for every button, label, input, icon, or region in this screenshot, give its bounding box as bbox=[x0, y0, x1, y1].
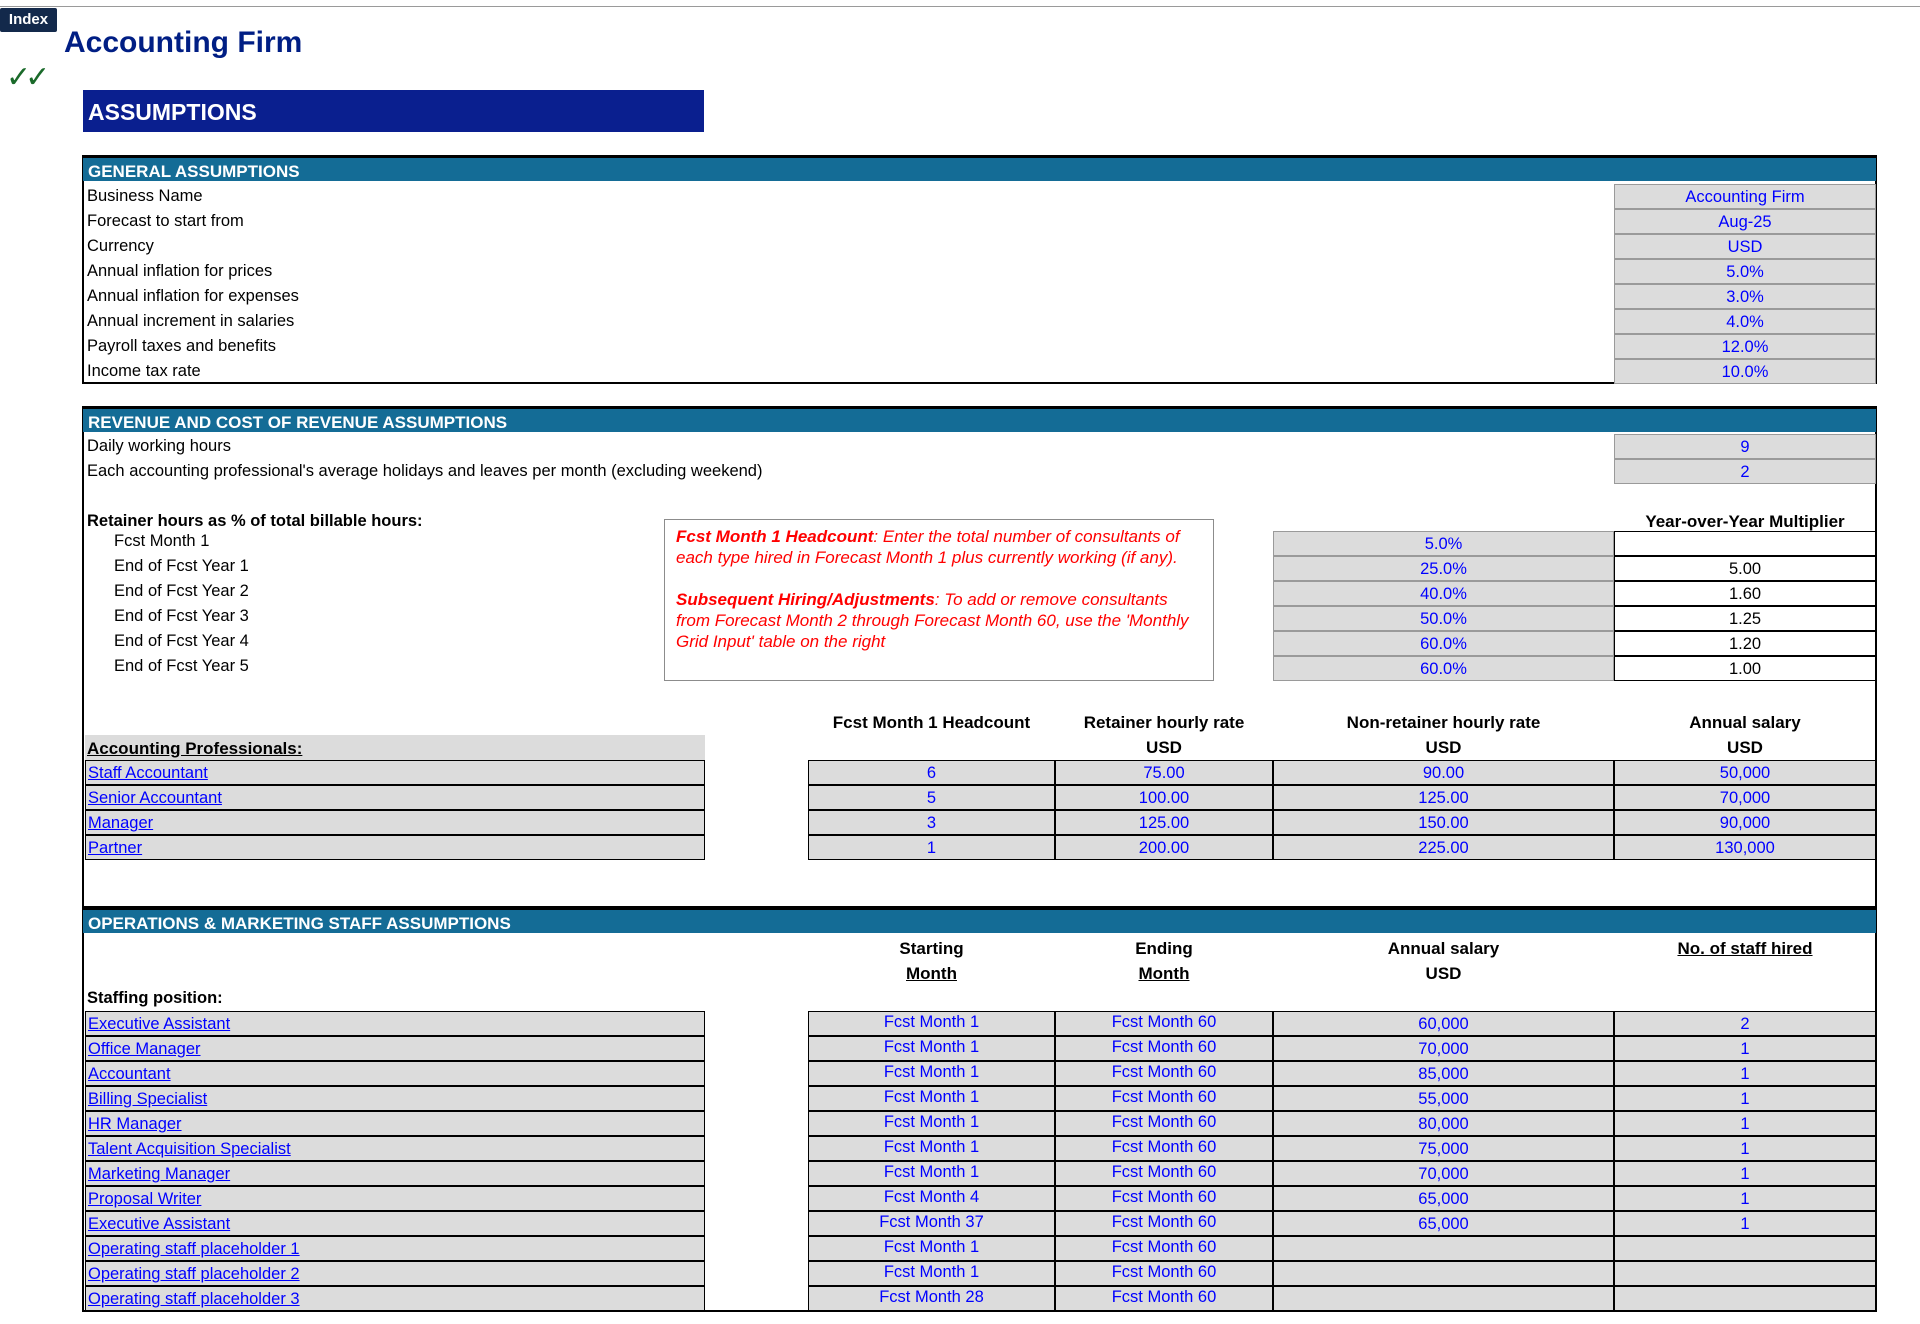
staff-salary-input[interactable] bbox=[1273, 1286, 1614, 1311]
retainer-pct-input[interactable]: 25.0% bbox=[1273, 556, 1614, 581]
staff-hired-input[interactable] bbox=[1614, 1286, 1876, 1311]
general-row-input[interactable]: Accounting Firm bbox=[1614, 184, 1876, 209]
retainer-pct-input[interactable]: 60.0% bbox=[1273, 631, 1614, 656]
general-row-input[interactable]: 3.0% bbox=[1614, 284, 1876, 309]
staff-position-name[interactable]: Executive Assistant bbox=[85, 1211, 705, 1236]
staff-position-name[interactable]: Accountant bbox=[85, 1061, 705, 1086]
general-row-input[interactable]: 5.0% bbox=[1614, 259, 1876, 284]
staff-position-name[interactable]: Talent Acquisition Specialist bbox=[85, 1136, 705, 1161]
general-row-label: Forecast to start from bbox=[87, 212, 244, 230]
nonretainer-rate-input[interactable]: 90.00 bbox=[1273, 760, 1614, 785]
ending-month-select[interactable]: Fcst Month 60 bbox=[1055, 1061, 1273, 1086]
staff-salary-input[interactable]: 65,000 bbox=[1273, 1211, 1614, 1236]
note-headcount-text: : Enter the total number of consultants of each type hired in Forecast Month 1 plus currently working (if any). bbox=[676, 527, 1180, 567]
operations-header: OPERATIONS & MARKETING STAFF ASSUMPTIONS bbox=[83, 908, 1876, 933]
general-row-label: Currency bbox=[87, 237, 154, 255]
yoy-multiplier: 1.20 bbox=[1614, 631, 1876, 656]
headcount-input[interactable]: 6 bbox=[808, 760, 1055, 785]
daily-hours-input[interactable]: 9 bbox=[1614, 434, 1876, 459]
prof-salary-header: Annual salary bbox=[1689, 713, 1801, 732]
retainer-rate-input[interactable]: 200.00 bbox=[1055, 835, 1273, 860]
general-assumptions-header: GENERAL ASSUMPTIONS bbox=[83, 156, 1876, 181]
index-button[interactable]: Index bbox=[0, 8, 57, 32]
general-row-input[interactable]: 10.0% bbox=[1614, 359, 1876, 384]
staff-salary-input[interactable]: 85,000 bbox=[1273, 1061, 1614, 1086]
staff-salary-input[interactable]: 70,000 bbox=[1273, 1161, 1614, 1186]
prof-salary-input[interactable]: 130,000 bbox=[1614, 835, 1876, 860]
general-row-input[interactable]: USD bbox=[1614, 234, 1876, 259]
staff-hired-input[interactable]: 1 bbox=[1614, 1136, 1876, 1161]
headcount-instruction-note bbox=[664, 519, 1214, 681]
retainer-period-label: End of Fcst Year 1 bbox=[114, 557, 249, 575]
staff-salary-input[interactable] bbox=[1273, 1261, 1614, 1286]
ending-month-select[interactable]: Fcst Month 60 bbox=[1055, 1236, 1273, 1261]
starting-month-header: Starting bbox=[899, 939, 964, 958]
ending-month-select[interactable]: Fcst Month 60 bbox=[1055, 1286, 1273, 1311]
retainer-rate-unit: USD bbox=[1146, 738, 1182, 757]
professional-name[interactable]: Senior Accountant bbox=[85, 785, 705, 810]
prof-salary-unit: USD bbox=[1727, 738, 1763, 757]
retainer-period-label: End of Fcst Year 5 bbox=[114, 657, 249, 675]
retainer-pct-input[interactable]: 5.0% bbox=[1273, 531, 1614, 556]
assumptions-banner: ASSUMPTIONS bbox=[83, 90, 704, 132]
staff-hired-input[interactable] bbox=[1614, 1236, 1876, 1261]
note-hiring-title: Subsequent Hiring/Adjustments bbox=[676, 590, 935, 609]
nonretainer-rate-input[interactable]: 150.00 bbox=[1273, 810, 1614, 835]
ending-month-select[interactable]: Fcst Month 60 bbox=[1055, 1011, 1273, 1036]
ending-month-select[interactable]: Fcst Month 60 bbox=[1055, 1211, 1273, 1236]
general-row-label: Annual inflation for expenses bbox=[87, 287, 299, 305]
retainer-pct-input[interactable]: 40.0% bbox=[1273, 581, 1614, 606]
starting-month-select[interactable]: Fcst Month 1 bbox=[808, 1236, 1055, 1261]
yoy-multiplier: 1.25 bbox=[1614, 606, 1876, 631]
nonretainer-rate-input[interactable]: 225.00 bbox=[1273, 835, 1614, 860]
professional-name[interactable]: Manager bbox=[85, 810, 705, 835]
ending-month-select[interactable]: Fcst Month 60 bbox=[1055, 1161, 1273, 1186]
staff-hired-input[interactable]: 1 bbox=[1614, 1211, 1876, 1236]
staff-salary-input[interactable]: 80,000 bbox=[1273, 1111, 1614, 1136]
retainer-rate-input[interactable]: 125.00 bbox=[1055, 810, 1273, 835]
staff-position-name[interactable]: Proposal Writer bbox=[85, 1186, 705, 1211]
check-icon: ✓✓ bbox=[6, 61, 45, 94]
yoy-multiplier: 5.00 bbox=[1614, 556, 1876, 581]
column-header-strip bbox=[0, 0, 1920, 7]
ending-month-select[interactable]: Fcst Month 60 bbox=[1055, 1111, 1273, 1136]
ops-salary-unit: USD bbox=[1425, 964, 1462, 983]
staff-hired-input[interactable]: 1 bbox=[1614, 1161, 1876, 1186]
staff-hired-input[interactable]: 1 bbox=[1614, 1061, 1876, 1086]
starting-month-select[interactable]: Fcst Month 37 bbox=[808, 1211, 1055, 1236]
starting-month-select[interactable]: Fcst Month 1 bbox=[808, 1011, 1055, 1036]
prof-salary-input[interactable]: 50,000 bbox=[1614, 760, 1876, 785]
ending-month-header: Ending bbox=[1135, 939, 1193, 958]
starting-month-header-2: Month bbox=[906, 964, 957, 983]
general-row-label: Payroll taxes and benefits bbox=[87, 337, 276, 355]
staff-position-name[interactable]: Office Manager bbox=[85, 1036, 705, 1061]
starting-month-select[interactable]: Fcst Month 1 bbox=[808, 1136, 1055, 1161]
retainer-rate-input[interactable]: 100.00 bbox=[1055, 785, 1273, 810]
ending-month-select[interactable]: Fcst Month 60 bbox=[1055, 1186, 1273, 1211]
note-headcount-title: Fcst Month 1 Headcount bbox=[676, 527, 874, 546]
general-assumptions-box bbox=[82, 155, 1877, 384]
general-row-label: Annual increment in salaries bbox=[87, 312, 295, 330]
starting-month-select[interactable]: Fcst Month 1 bbox=[808, 1161, 1055, 1186]
general-row-input[interactable]: 4.0% bbox=[1614, 309, 1876, 334]
yoy-header: Year-over-Year Multiplier bbox=[1645, 512, 1845, 531]
starting-month-select[interactable]: Fcst Month 28 bbox=[808, 1286, 1055, 1311]
staff-salary-input[interactable]: 65,000 bbox=[1273, 1186, 1614, 1211]
holidays-input[interactable]: 2 bbox=[1614, 459, 1876, 484]
headcount-input[interactable]: 1 bbox=[808, 835, 1055, 860]
staff-hired-input[interactable]: 1 bbox=[1614, 1036, 1876, 1061]
revenue-assumptions-header: REVENUE AND COST OF REVENUE ASSUMPTIONS bbox=[83, 407, 1876, 432]
staff-salary-input[interactable]: 75,000 bbox=[1273, 1136, 1614, 1161]
headcount-input[interactable]: 5 bbox=[808, 785, 1055, 810]
retainer-rate-header: Retainer hourly rate bbox=[1083, 713, 1245, 732]
ops-salary-header: Annual salary bbox=[1387, 939, 1500, 958]
ending-month-select[interactable]: Fcst Month 60 bbox=[1055, 1136, 1273, 1161]
starting-month-select[interactable]: Fcst Month 4 bbox=[808, 1186, 1055, 1211]
daily-hours-label: Daily working hours bbox=[87, 437, 231, 455]
general-row-label: Income tax rate bbox=[87, 362, 201, 380]
retainer-label: Retainer hours as % of total billable hours: bbox=[87, 512, 423, 530]
staff-hired-input[interactable]: 1 bbox=[1614, 1186, 1876, 1211]
staff-position-name[interactable]: Operating staff placeholder 3 bbox=[85, 1286, 705, 1311]
staff-hired-input[interactable]: 1 bbox=[1614, 1111, 1876, 1136]
staff-hired-input[interactable]: 1 bbox=[1614, 1086, 1876, 1111]
staff-hired-input[interactable] bbox=[1614, 1261, 1876, 1286]
staff-salary-input[interactable]: 60,000 bbox=[1273, 1011, 1614, 1036]
note-hiring-text: : To add or remove consultants from Forecast Month 2 through Forecast Month 60, use the 'Monthly Grid Input' table on the right bbox=[676, 590, 1189, 651]
nonretainer-rate-input[interactable]: 125.00 bbox=[1273, 785, 1614, 810]
staff-position-name[interactable]: Operating staff placeholder 2 bbox=[85, 1261, 705, 1286]
starting-month-select[interactable]: Fcst Month 1 bbox=[808, 1111, 1055, 1136]
ending-month-select[interactable]: Fcst Month 60 bbox=[1055, 1261, 1273, 1286]
general-row-input[interactable]: 12.0% bbox=[1614, 334, 1876, 359]
prof-salary-input[interactable]: 70,000 bbox=[1614, 785, 1876, 810]
professional-name[interactable]: Staff Accountant bbox=[85, 760, 705, 785]
professional-name[interactable]: Partner bbox=[85, 835, 705, 860]
retainer-rate-input[interactable]: 75.00 bbox=[1055, 760, 1273, 785]
staff-hired-input[interactable]: 2 bbox=[1614, 1011, 1876, 1036]
staff-position-name[interactable]: HR Manager bbox=[85, 1111, 705, 1136]
staff-position-name[interactable]: Billing Specialist bbox=[85, 1086, 705, 1111]
ending-month-select[interactable]: Fcst Month 60 bbox=[1055, 1086, 1273, 1111]
professionals-group-label: Accounting Professionals: bbox=[85, 735, 705, 760]
general-row-label: Annual inflation for prices bbox=[87, 262, 273, 280]
yoy-multiplier: 1.00 bbox=[1614, 656, 1876, 681]
retainer-period-label: End of Fcst Year 2 bbox=[114, 582, 249, 600]
staff-position-name[interactable]: Operating staff placeholder 1 bbox=[85, 1236, 705, 1261]
page-title: Accounting Firm bbox=[64, 26, 303, 59]
retainer-period-label: End of Fcst Year 3 bbox=[114, 607, 249, 625]
nonretainer-rate-unit: USD bbox=[1425, 738, 1462, 757]
retainer-period-label: End of Fcst Year 4 bbox=[114, 632, 249, 650]
staff-position-name[interactable]: Marketing Manager bbox=[85, 1161, 705, 1186]
headcount-input[interactable]: 3 bbox=[808, 810, 1055, 835]
starting-month-select[interactable]: Fcst Month 1 bbox=[808, 1036, 1055, 1061]
general-row-label: Business Name bbox=[87, 187, 203, 205]
starting-month-select[interactable]: Fcst Month 1 bbox=[808, 1086, 1055, 1111]
yoy-multiplier: 1.60 bbox=[1614, 581, 1876, 606]
staff-salary-input[interactable]: 55,000 bbox=[1273, 1086, 1614, 1111]
staff-position-name[interactable]: Executive Assistant bbox=[85, 1011, 705, 1036]
retainer-pct-input[interactable]: 50.0% bbox=[1273, 606, 1614, 631]
staff-salary-input[interactable] bbox=[1273, 1236, 1614, 1261]
yoy-multiplier bbox=[1614, 531, 1876, 556]
holidays-label: Each accounting professional's average holidays and leaves per month (excluding weekend) bbox=[87, 462, 763, 480]
ending-month-header-2: Month bbox=[1138, 964, 1190, 983]
nonretainer-rate-header: Non-retainer hourly rate bbox=[1346, 713, 1541, 732]
starting-month-select[interactable]: Fcst Month 1 bbox=[808, 1261, 1055, 1286]
general-row-input[interactable]: Aug-25 bbox=[1614, 209, 1876, 234]
prof-salary-input[interactable]: 90,000 bbox=[1614, 810, 1876, 835]
ending-month-select[interactable]: Fcst Month 60 bbox=[1055, 1036, 1273, 1061]
staff-hired-header: No. of staff hired bbox=[1677, 939, 1813, 958]
retainer-period-label: Fcst Month 1 bbox=[114, 532, 210, 550]
staff-salary-input[interactable]: 70,000 bbox=[1273, 1036, 1614, 1061]
starting-month-select[interactable]: Fcst Month 1 bbox=[808, 1061, 1055, 1086]
retainer-pct-input[interactable]: 60.0% bbox=[1273, 656, 1614, 681]
headcount-header: Fcst Month 1 Headcount bbox=[832, 713, 1031, 732]
staffing-position-label: Staffing position: bbox=[87, 989, 223, 1007]
